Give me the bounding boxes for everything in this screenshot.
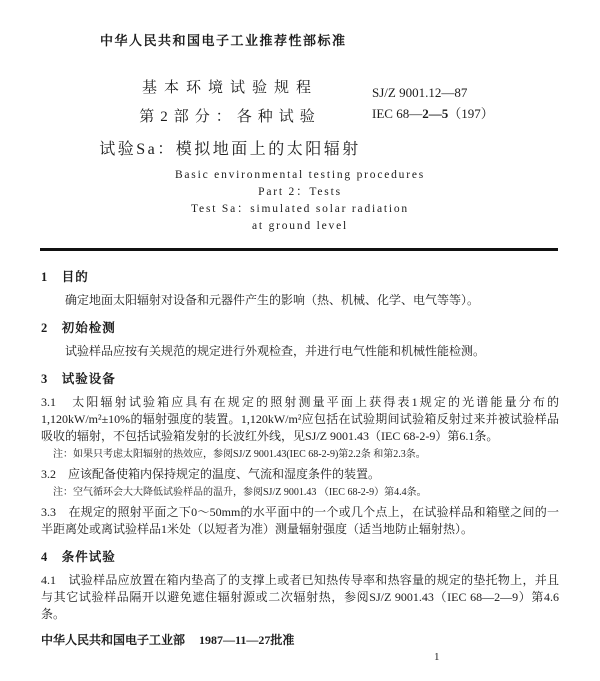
paragraph: 3.2 应该配备使箱内保持规定的温度、气流和湿度条件的装置。 (41, 467, 381, 481)
paragraph: 确定地面太阳辐射对设备和元器件产生的影响（热、机械、化学、电气等等）。 (65, 293, 480, 307)
english-title-line: Part 2：Tests (258, 186, 342, 198)
english-title-line: Basic environmental testing procedures (174, 169, 426, 181)
standard-code-sj: SJ/Z 9001.12—87 (372, 85, 468, 100)
note-text: 注：空气循环会大大降低试验样品的温升，参阅SJ/Z 9001.43 （IEC 68-2-9）第4.4条。 (53, 487, 427, 498)
standard-header: 中华人民共和国电子工业推荐性部标准 (100, 33, 347, 48)
title-divider-rule (40, 248, 558, 251)
standard-code-iec-number: 2—5 (422, 106, 449, 121)
paragraph: 试验样品应按有关规范的规定进行外观检查，并进行电气性能和机械性能检测。 (65, 344, 486, 358)
document-title-line: 试验Sa：模拟地面上的太阳辐射 (99, 141, 361, 158)
chinese-title-block (55, 76, 405, 159)
document-title-line: 基本环境试验规程 (141, 80, 318, 96)
english-title-block (0, 167, 600, 235)
english-title-line: at ground level (252, 220, 348, 232)
paragraph: 3.1 太阳辐射试验箱应具有在规定的照射测量平面上获得表1规定的光谱能量分布的1,120kW/m²±10%的辐射强度的装置。1,120kW/m²应包括在试验期间试验箱反射过来并被试验样品吸收的辐射，不包括试验箱发射的长波红外线，见SJ/Z 9001.43（IEC 68-2-9）第6.1条。 (41, 395, 559, 443)
page-number: 1 (434, 651, 440, 663)
standard-code-iec (372, 103, 494, 124)
document-title-line: 第2部分：各种试验 (139, 109, 321, 125)
section-heading: 3 试验设备 (41, 372, 116, 386)
approval-organization: 中华人民共和国电子工业部 (41, 633, 186, 647)
section-heading: 4 条件试验 (41, 550, 116, 564)
section-heading: 1 目的 (41, 270, 89, 284)
section-heading: 2 初始检测 (41, 321, 116, 335)
english-title-line: Test Sa：simulated solar radiation (191, 203, 409, 215)
standard-code-block (372, 82, 494, 124)
document-body (41, 258, 559, 625)
approval-footer (41, 631, 294, 648)
note-text: 注：如果只考虑太阳辐射的热效应，参阅SJ/Z 9001.43(IEC 68-2-9)第2.2条 和第2.3条。 (53, 449, 426, 460)
standard-code-iec-prefix: IEC 68— (372, 106, 423, 121)
standard-code-iec-suffix: （197） (448, 106, 494, 121)
paragraph: 4.1 试验样品应放置在箱内垫高了的支撑上或者已知热传导率和热容量的规定的垫托物上，并且与其它试验样品隔开以避免遮住辐射源或二次辐射热，参阅SJ/Z 9001.43（IEC 68—2—9）第4.6条。 (41, 573, 559, 621)
approval-date: 1987—11—27批准 (199, 633, 295, 647)
paragraph: 3.3 在规定的照射平面之下0～50mm的水平面中的一个或几个点上，在试验样品和箱壁之间的一半距离处或离试验样品1米处（以短者为准）测量辐射强度（适当地防止辐射热）。 (41, 505, 559, 536)
